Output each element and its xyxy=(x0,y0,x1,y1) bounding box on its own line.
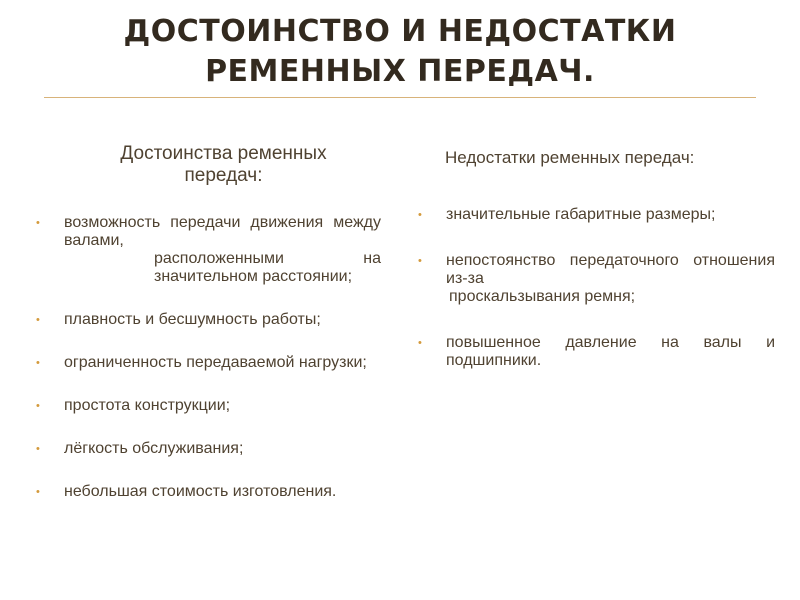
advantage-item-text: небольшая стоимость изготовления. xyxy=(64,483,337,500)
bullet-icon: • xyxy=(418,255,422,267)
advantage-item xyxy=(36,440,381,458)
advantages-list xyxy=(36,214,381,501)
disadvantage-item-text: повышенное давление на валы и подшипники. xyxy=(446,334,775,369)
advantage-item-text-continued: расположенными на значительном расстоянии; xyxy=(154,250,381,285)
bullet-icon: • xyxy=(36,217,40,229)
advantage-item-text: ограниченность передаваемой нагрузки; xyxy=(64,354,367,371)
disadvantages-heading: Недостатки ременных передач: xyxy=(445,148,695,167)
advantage-item xyxy=(36,354,381,372)
bullet-icon: • xyxy=(36,400,40,412)
disadvantages-column xyxy=(418,143,775,398)
advantage-item-text: лёгкость обслуживания; xyxy=(64,440,244,457)
disadvantage-item xyxy=(418,334,775,370)
slide-title-line-2: РЕМЕННЫХ ПЕРЕДАЧ. xyxy=(205,54,595,89)
disadvantage-item-text: непостоянство передаточного отношения из-за xyxy=(446,252,775,287)
slide-title xyxy=(0,12,800,92)
disadvantage-item xyxy=(418,252,775,306)
bullet-icon: • xyxy=(36,314,40,326)
advantage-item xyxy=(36,397,381,415)
advantages-column xyxy=(36,143,381,526)
bullet-icon: • xyxy=(36,486,40,498)
title-divider xyxy=(44,97,756,98)
bullet-icon: • xyxy=(36,357,40,369)
advantage-item xyxy=(36,214,381,286)
advantages-heading xyxy=(36,143,381,187)
advantage-item-text: простота конструкции; xyxy=(64,397,231,414)
advantage-item-text: плавность и бесшумность работы; xyxy=(64,311,321,328)
advantage-item xyxy=(36,483,381,501)
advantage-item xyxy=(36,311,381,329)
disadvantage-item-text-continued: проскальзывания ремня; xyxy=(449,288,636,305)
bullet-icon: • xyxy=(418,337,422,349)
disadvantages-list xyxy=(418,206,775,370)
slide-title-line-1: ДОСТОИНСТВО И НЕДОСТАТКИ xyxy=(123,14,677,49)
bullet-icon: • xyxy=(36,443,40,455)
bullet-icon: • xyxy=(418,209,422,221)
disadvantage-item xyxy=(418,206,775,224)
advantages-heading-line-1: Достоинства ременных xyxy=(120,143,327,164)
disadvantage-item-text: значительные габаритные размеры; xyxy=(446,206,716,223)
advantages-heading-line-2: передач: xyxy=(184,165,263,186)
advantage-item-text: возможность передачи движения между валами, xyxy=(64,214,381,249)
